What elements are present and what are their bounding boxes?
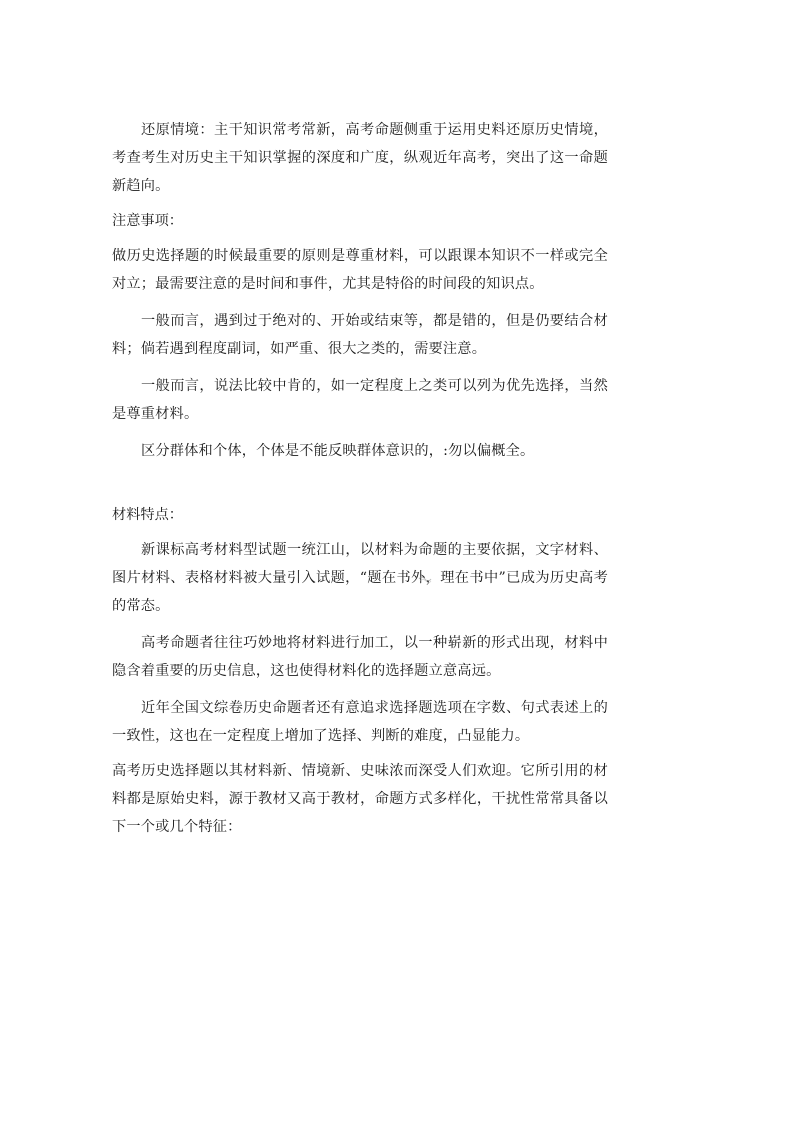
- paragraph-option-consistency: 近年全国文综卷历史命题者还有意追求选择题选项在字数、句式表述上的一致性，这也在一定程度上增加了选择、判断的难度，凸显能力。: [112, 700, 608, 744]
- paragraph-group-individual: 区分群体和个体，个体是不能反映群体意识的，:勿以偏概全。: [141, 443, 535, 459]
- features-heading: 材料特点：: [112, 507, 183, 523]
- paragraph-moderate-statements: 一般而言，说法比较中肯的，如一定程度上之类可以列为优先选择，当然是尊重材料。: [112, 378, 608, 422]
- paragraph-absolute-words: 一般而言，遇到过于绝对的、开始或结束等，都是错的，但是仍要结合材料；倘若遇到程度副词，如严重、很大之类的，需要注意。: [112, 313, 608, 357]
- paragraph-material-processing: 高考命题者往往巧妙地将材料进行加工，以一种崭新的形式出现，材料中隐含着重要的历史信息，这也使得材料化的选择题立意高远。: [112, 635, 608, 679]
- paragraph-material-questions: 新课标高考材料型试题一统江山，以材料为命题的主要依据，文字材料、图片材料、表格材料被大量引入试题，“题在书外，理在书中”已成为历史高考的常态。: [112, 542, 608, 614]
- watermark-mark-icon: [418, 575, 432, 583]
- paragraph-question-features: 高考历史选择题以其材料新、情境新、史味浓而深受人们欢迎。它所引用的材料都是原始史料，源于教材又高于教材，命题方式多样化，干扰性常常具备以下一个或几个特征：: [112, 763, 608, 835]
- notes-heading: 注意事项：: [112, 213, 183, 229]
- paragraph-respect-material: 做历史选择题的时候最重要的原则是尊重材料，可以跟课本知识不一样或完全对立；最需要注意的是时间和事件，尤其是特俗的时间段的知识点。: [112, 248, 608, 292]
- paragraph-restore-context: 还原情境：主干知识常考常新，高考命题侧重于运用史料还原历史情境，考查考生对历史主干知识掌握的深度和广度，纵观近年高考，突出了这一命题新趋向。: [112, 122, 608, 194]
- document-body: [112, 116, 608, 841]
